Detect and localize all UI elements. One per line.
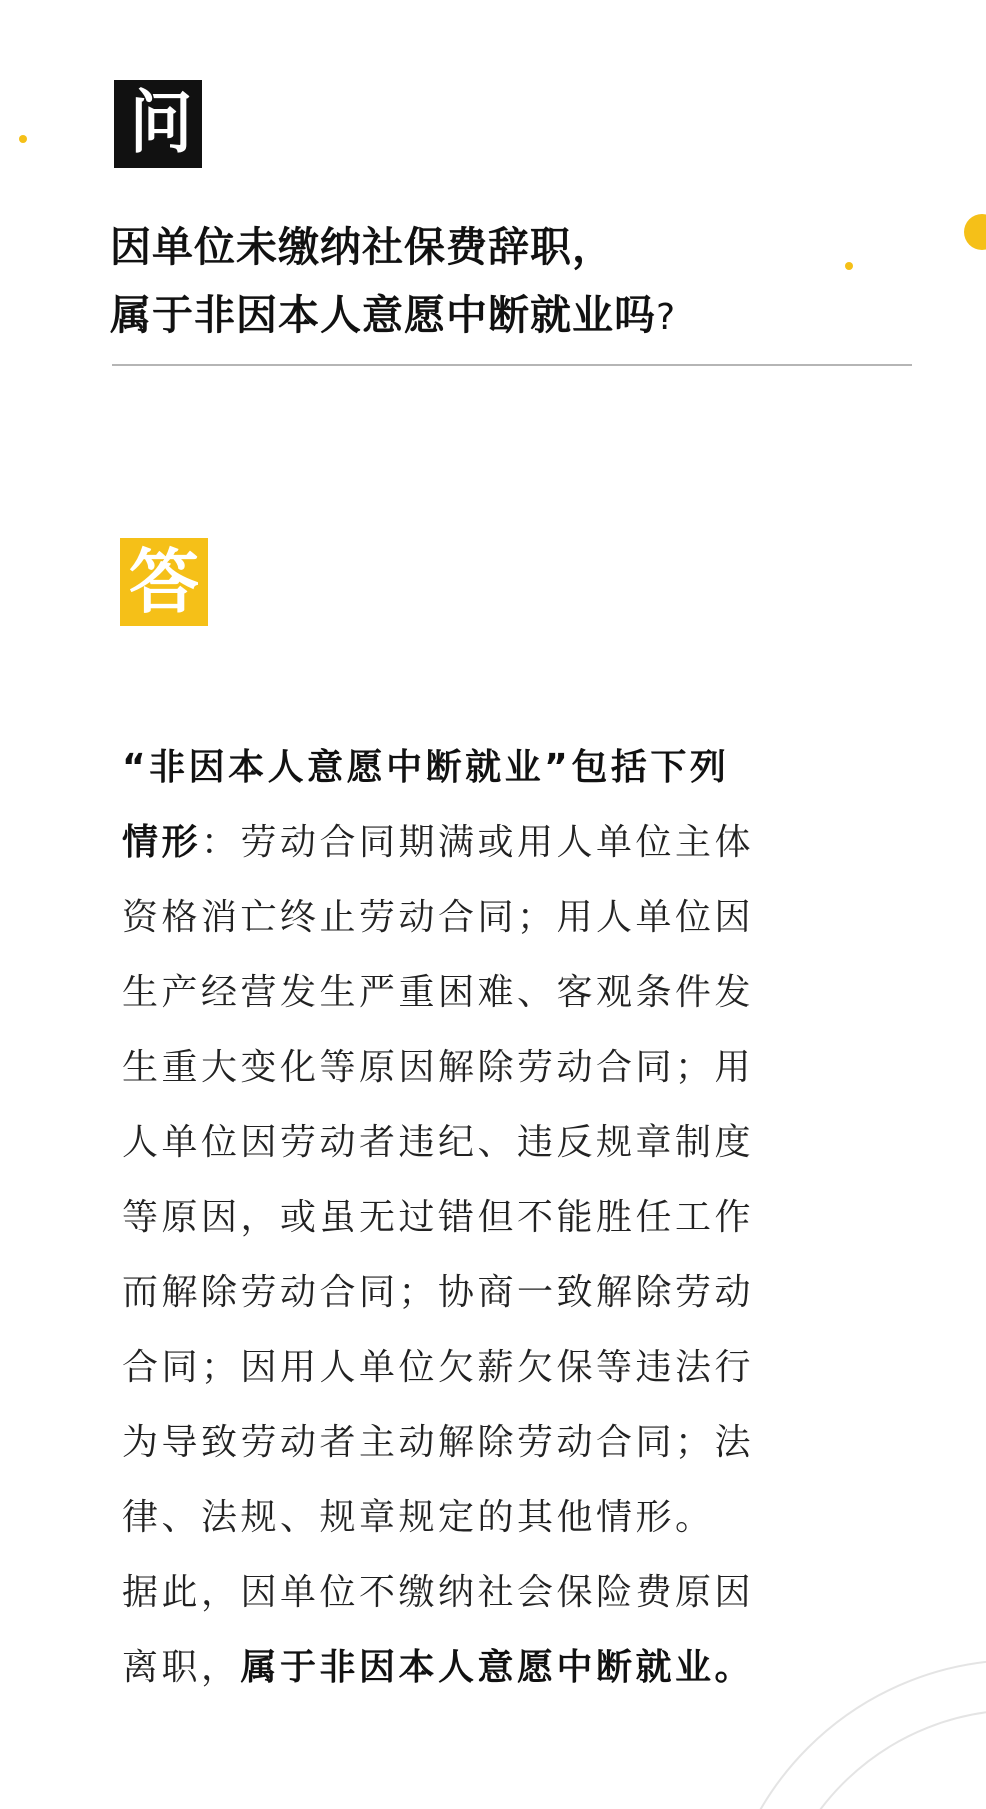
question-badge-label: 问 (129, 84, 193, 163)
answer-line: 生产经营发生严重困难、客观条件发 (122, 972, 755, 1013)
question-mark: ? (656, 297, 677, 338)
question-heading (110, 213, 910, 352)
answer-line (122, 730, 790, 805)
answer-line: 而解除劳动合同；协商一致解除劳动 (122, 1272, 755, 1313)
question-line-1: 因单位未缴纳社保费辞职， (110, 223, 614, 271)
answer-line: 据此，因单位不缴纳社会保险费原因 (122, 1572, 755, 1613)
answer-line-bold: 情形 (122, 822, 202, 863)
decor-dot-right-large (964, 214, 986, 250)
answer-badge (120, 538, 208, 626)
decor-arcs (600, 1630, 986, 1809)
answer-badge-label: 答 (129, 541, 199, 623)
answer-line: 合同；因用人单位欠薪欠保等违法行 (122, 1347, 755, 1388)
answer-line-text: ：劳动合同期满或用人单位主体 (201, 822, 755, 863)
answer-line: 为导致劳动者主动解除劳动合同；法 (122, 1422, 755, 1463)
answer-body (122, 730, 790, 1705)
section-divider (112, 364, 912, 366)
answer-line: 人单位因劳动者违纪、违反规章制度 (122, 1122, 755, 1163)
question-line-2 (110, 281, 910, 352)
answer-line-text: 离职， (122, 1647, 241, 1688)
decor-dot-left (19, 135, 27, 143)
answer-line-bold: “非因本人意愿中断就业”包括下列 (122, 747, 730, 788)
answer-line: 律、法规、规章规定的其他情形。 (122, 1497, 715, 1538)
answer-line: 生重大变化等原因解除劳动合同；用 (122, 1047, 755, 1088)
answer-line: 等原因，或虽无过错但不能胜任工作 (122, 1197, 755, 1238)
answer-line (122, 805, 790, 880)
question-line-2-text: 属于非因本人意愿中断就业吗 (110, 291, 656, 339)
question-badge (114, 80, 202, 168)
answer-line: 资格消亡终止劳动合同；用人单位因 (122, 897, 755, 938)
answer-line-bold: 属于非因本人意愿中断就业。 (240, 1647, 755, 1688)
